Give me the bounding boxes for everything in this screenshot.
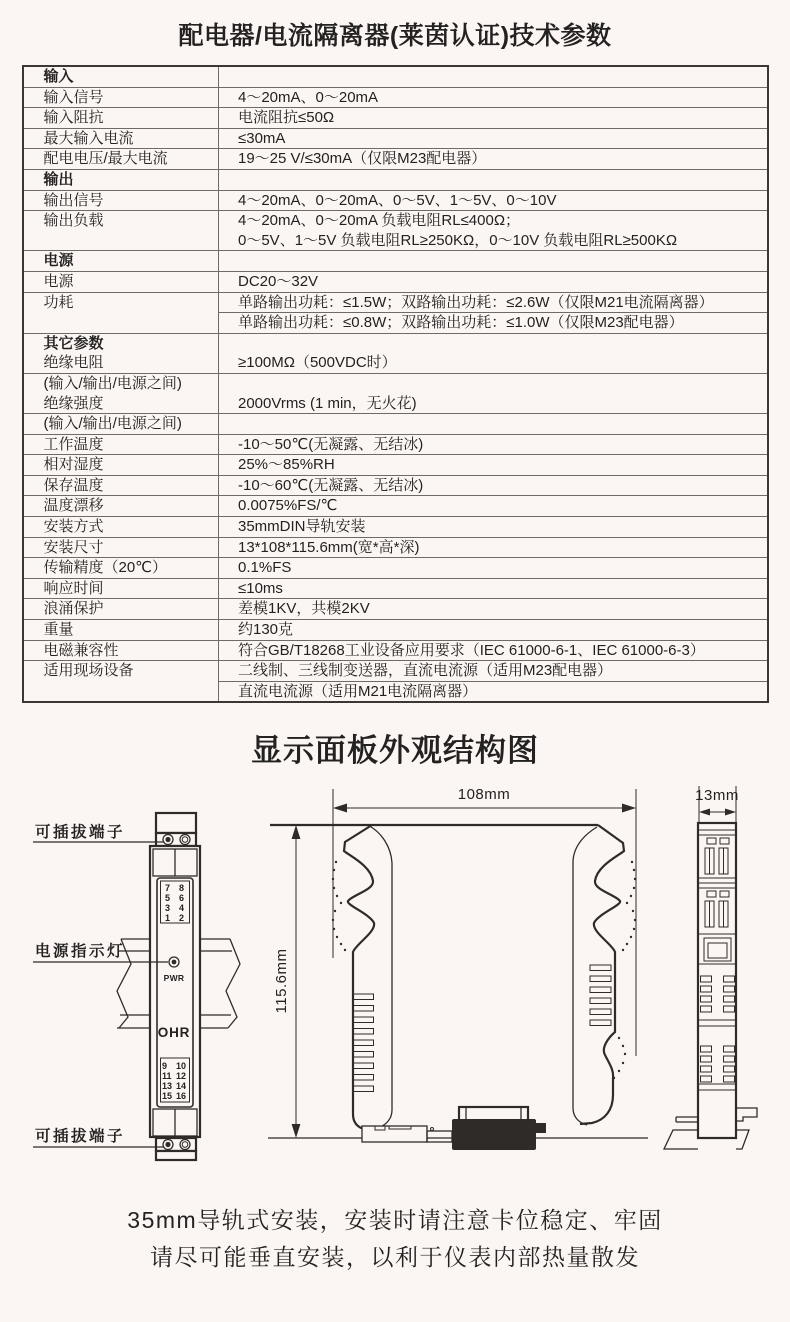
page-title: 配电器/电流隔离器(莱茵认证)技术参数 (178, 22, 612, 50)
height-dimension: 115.6mm (273, 948, 290, 1014)
label-pluggable-terminal-bottom: 可插拔端子 (35, 1128, 126, 1146)
spec-label: 响应时间 (23, 578, 219, 599)
spec-value: 13*108*115.6mm(宽*高*深) (219, 537, 768, 558)
callouts (33, 822, 171, 1147)
spec-value: 0.0075%FS/℃ (219, 496, 768, 517)
spec-row (23, 251, 768, 272)
spec-table (22, 65, 769, 703)
connector-block (452, 1107, 546, 1150)
width-dimension: 108mm (457, 786, 511, 804)
spec-row (23, 578, 768, 599)
spec-row (23, 373, 768, 413)
spec-value: 25%～85%RH (219, 455, 768, 476)
svg-text:9: 9 (162, 1061, 168, 1072)
spec-label: 适用现场设备 (23, 661, 219, 703)
spec-label: 安装方式 (23, 517, 219, 538)
install-note (0, 1202, 790, 1276)
spec-value (219, 251, 768, 272)
page (0, 16, 790, 1276)
spec-row (23, 169, 768, 190)
spec-value: -10～50℃(无凝露、无结冰) (219, 434, 768, 455)
spec-label: 输入 (23, 66, 219, 87)
spec-value: 35mmDIN导轨安装 (219, 517, 768, 538)
spec-value: 4～20mA、0～20mA (219, 87, 768, 108)
label-pluggable-terminal-top: 可插拔端子 (35, 824, 126, 842)
svg-text:4: 4 (179, 903, 185, 914)
spec-row (23, 434, 768, 455)
spec-value (219, 414, 768, 435)
spec-label: 功耗 (23, 292, 219, 333)
module-side-body (698, 823, 736, 1138)
svg-text:13: 13 (162, 1081, 173, 1092)
diagram-heading: 显示面板外观结构图 (251, 733, 539, 769)
spec-row (23, 292, 768, 333)
spec-label: 最大输入电流 (23, 128, 219, 149)
spec-row (23, 414, 768, 435)
spec-value: ≥100MΩ（500VDC时） (219, 333, 768, 373)
install-note-line2: 请尽可能垂直安装，以利于仪表内部热量散发 (150, 1244, 640, 1271)
spec-row (23, 599, 768, 620)
svg-text:15: 15 (162, 1091, 173, 1102)
svg-text:3: 3 (165, 903, 171, 914)
spec-value (219, 169, 768, 190)
side-view (268, 786, 648, 1150)
svg-text:8: 8 (179, 883, 185, 894)
leader-dot (165, 1142, 170, 1147)
spec-label: 电源 (23, 271, 219, 292)
leader-dot (165, 837, 170, 842)
spec-value: ≤30mA (219, 128, 768, 149)
svg-text:7: 7 (165, 883, 171, 894)
svg-text:11: 11 (162, 1071, 172, 1082)
svg-text:6: 6 (179, 893, 185, 904)
spec-row (23, 661, 768, 703)
top-view (664, 786, 757, 1149)
spec-value: 电流阻抗≤50Ω (219, 108, 768, 129)
spec-value: 符合GB/T18268工业设备应用要求（IEC 61000-6-1、IEC 61000-6-3） (219, 640, 768, 661)
spec-row (23, 149, 768, 170)
spec-label: 输出 (23, 169, 219, 190)
spec-value: DC20～32V (219, 271, 768, 292)
spec-value (219, 66, 768, 87)
spec-label: 电源 (23, 251, 219, 272)
spec-row (23, 496, 768, 517)
led-label: PWR (163, 973, 185, 984)
spec-label: 安装尺寸 (23, 537, 219, 558)
svg-text:5: 5 (165, 893, 171, 904)
spec-row (23, 455, 768, 476)
spec-value: 4～20mA、0～20mA 负载电阻RL≤400Ω； 0～5V、1～5V 负载电阻RL≥250KΩ，0～10V 负载电阻RL≥500KΩ (219, 211, 768, 251)
brand-logo: OHR (157, 1025, 191, 1041)
spec-row (23, 333, 768, 373)
spec-row (23, 128, 768, 149)
spec-value: 单路输出功耗：≤1.5W；双路输出功耗：≤2.6W（仅限M21电流隔离器） 单路输出功耗：≤0.8W；双路输出功耗：≤1.0W（仅限M23配电器） (219, 292, 768, 333)
svg-text:1: 1 (165, 913, 171, 924)
spec-row (23, 558, 768, 579)
spec-row (23, 271, 768, 292)
svg-text:2: 2 (179, 913, 185, 924)
svg-text:10: 10 (176, 1061, 187, 1072)
spec-label: 配电电压/最大电流 (23, 149, 219, 170)
spec-label: 重量 (23, 620, 219, 641)
label-power-indicator: 电源指示灯 (35, 943, 126, 961)
spec-label: 温度漂移 (23, 496, 219, 517)
spec-label: (输入/输出/电源之间) 绝缘强度 (23, 373, 219, 413)
spec-label: (输入/输出/电源之间) (23, 414, 219, 435)
spec-value: 4～20mA、0～20mA、0～5V、1～5V、0～10V (219, 190, 768, 211)
structure-diagram (0, 772, 790, 1180)
spec-value: ≤10ms (219, 578, 768, 599)
spec-row (23, 640, 768, 661)
spec-label: 输出信号 (23, 190, 219, 211)
din-clip (362, 1126, 452, 1142)
spec-label: 电磁兼容性 (23, 640, 219, 661)
spec-label: 其它参数 绝缘电阻 (23, 333, 219, 373)
spec-value: 差模1KV，共模2KV (219, 599, 768, 620)
spec-row (23, 620, 768, 641)
spec-label: 保存温度 (23, 475, 219, 496)
spec-label: 工作温度 (23, 434, 219, 455)
spec-label: 传输精度（20℃） (23, 558, 219, 579)
spec-row (23, 211, 768, 251)
spec-value: 二线制、三线制变送器，直流电流源（适用M23配电器） 直流电流源（适用M21电流隔离器） (219, 661, 768, 703)
spec-row (23, 190, 768, 211)
spec-row (23, 66, 768, 87)
top-terminal-block (156, 813, 196, 833)
spec-value: 约130克 (219, 620, 768, 641)
spec-row (23, 475, 768, 496)
spec-row (23, 537, 768, 558)
spec-label: 相对湿度 (23, 455, 219, 476)
spec-row (23, 87, 768, 108)
install-note-line1: 35mm导轨式安装，安装时请注意卡位稳定、牢固 (127, 1207, 663, 1234)
spec-value: -10～60℃(无凝露、无结冰) (219, 475, 768, 496)
spec-value: 19～25 V/≤30mA（仅限M23配电器） (219, 149, 768, 170)
spec-label: 浪涌保护 (23, 599, 219, 620)
spec-value: 2000Vrms (1 min，无火花) (219, 373, 768, 413)
bottom-terminal-block (156, 1151, 196, 1160)
depth-dimension: 13mm (695, 787, 739, 805)
svg-text:16: 16 (176, 1091, 187, 1102)
spec-row (23, 517, 768, 538)
front-view (150, 813, 200, 1160)
spec-label: 输入信号 (23, 87, 219, 108)
svg-text:12: 12 (176, 1071, 187, 1082)
spec-label: 输出负载 (23, 211, 219, 251)
spec-label: 输入阻抗 (23, 108, 219, 129)
svg-text:14: 14 (176, 1081, 187, 1092)
spec-row (23, 108, 768, 129)
spec-value: 0.1%FS (219, 558, 768, 579)
